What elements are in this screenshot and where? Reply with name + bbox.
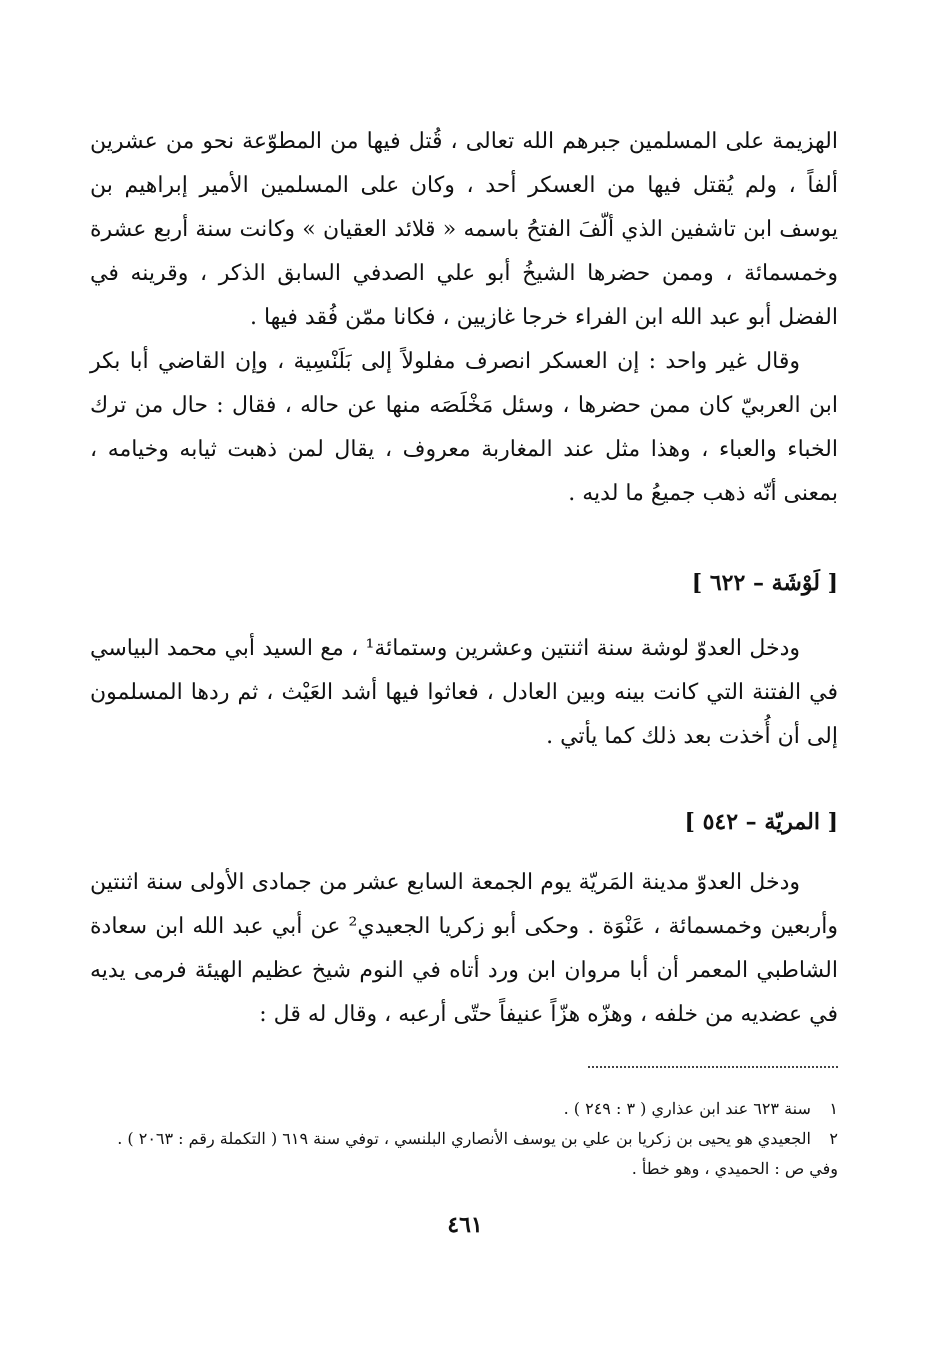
page-number: ٤٦١ [447,1212,483,1238]
footnote-text: الجعيدي هو يحيى بن زكريا بن علي بن يوسف الأنصاري البلنسي ، توفي سنة ٦١٩ ( التكملة رقم : ٢٠٦٣ ) . وفي ص : الحميدي ، وهو خطأ . [117,1129,838,1178]
text-block-loja [90,627,838,759]
paragraph-almeria: ودخل العدوّ مدينة المَريّة يوم الجمعة السابع عشر من جمادى الأولى سنة اثنتين وأربعين وخمسمائة ، عَنْوَة . وحكى أبو زكريا الجعيدي² عن أبي عبد الله ابن سعادة الشاطبي المعمر أن أبا مروان ابن ورد أتاه في النوم شيخ عظيم الهيئة فرمى يديه في عضديه من خلفه ، وهزّه هزّاً عنيفاً حتّى أرعبه ، وقال له قل : [90,870,838,1027]
section-heading-almeria: [ المريّة – ٥٤٢ ] [684,809,838,835]
footnote-divider [588,1066,838,1068]
paragraph-loja: ودخل العدوّ لوشة سنة اثنتين وعشرين وستمائة¹ ، مع السيد أبي محمد البياسي في الفتنة التي كانت بينه وبين العادل ، فعاثوا فيها أشد العَيْث ، ثم ردها المسلمون إلى أن أُخذت بعد ذلك كما يأتي . [90,636,838,749]
footnote-text: سنة ٦٢٣ عند ابن عذاري ( ٣ : ٢٤٩ ) . [563,1099,811,1118]
section-heading-loja: [ لَوْشَة – ٦٢٢ ] [691,570,838,596]
paragraph-defeat: الهزيمة على المسلمين جبرهم الله تعالى ، قُتل فيها من المطوّعة نحو من عشرين ألفاً ، ولم يُقتل فيها من العسكر أحد ، وكان على المسلمين الأمير إبراهيم بن يوسف ابن تاشفين الذي ألّفَ الفتحُ باسمه « قلائد العقيان » وكانت سنة أربع عشرة وخمسمائة ، وممن حضرها الشيخُ أبو علي الصدفي السابق الذكر ، وقرينه في الفضل أبو عبد الله ابن الفراء خرجا غازيين ، فكانا ممّن فُقد فيها . [90,129,838,330]
footnote-number: ١ [829,1099,838,1118]
footnote-number: ٢ [829,1129,838,1148]
text-block-intro [90,120,838,516]
footnote-1 [90,1094,838,1124]
footnote-2 [90,1124,838,1184]
footnotes [90,1094,838,1184]
text-block-almeria [90,861,838,1037]
paragraph-valencia: وقال غير واحد : إن العسكر انصرف مفلولاً إلى بَلَنْسِية ، وإن القاضي أبا بكر ابن العربيّ كان ممن حضرها ، وسئل مَخْلَصَه منها عن حاله ، فقال : حال من ترك الخباء والعباء ، وهذا مثل عند المغاربة معروف ، يقال لمن ذهبت ثيابه وخيامه ، بمعنى أنّه ذهب جميعُ ما لديه . [90,349,838,506]
